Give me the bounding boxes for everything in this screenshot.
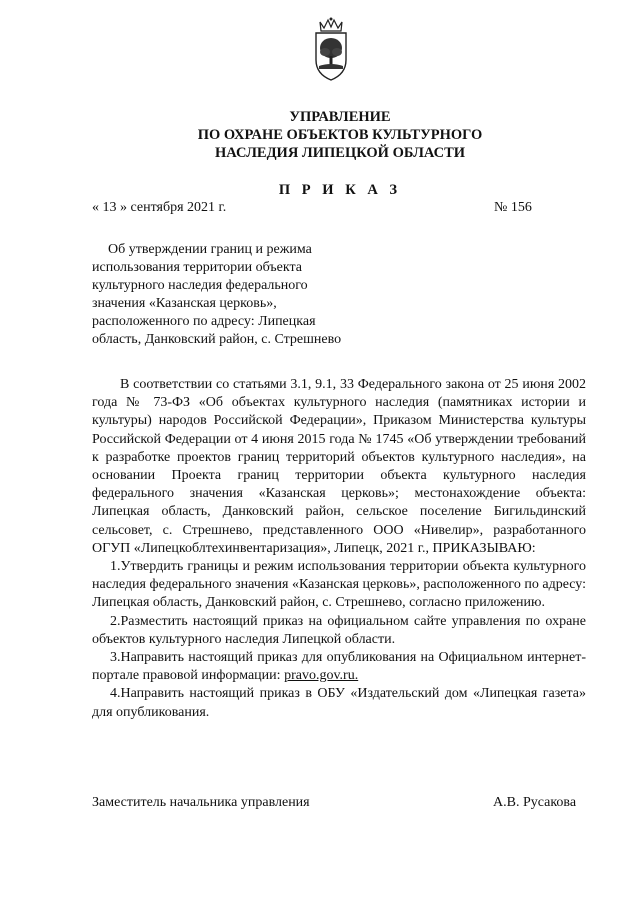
signatory-name: А.В. Русакова xyxy=(493,795,577,810)
order-item-4: 4.Направить настоящий приказ в ОБУ «Издательский дом «Липецкая газета» для опубликования. xyxy=(92,686,586,720)
subject-line-3: культурного наследия федерального xyxy=(92,278,308,293)
subject-line-4: значения «Казанская церковь», xyxy=(92,296,277,311)
subject-line-1: Об утверждении границ и режима xyxy=(108,242,312,257)
order-subject xyxy=(92,241,382,349)
org-line-2: ПО ОХРАНЕ ОБЪЕКТОВ КУЛЬТУРНОГО xyxy=(197,127,483,143)
subject-line-5: расположенного по адресу: Липецкая xyxy=(92,314,316,329)
order-number: № 156 xyxy=(494,200,532,215)
org-line-3: НАСЛЕДИЯ ЛИПЕЦКОЙ ОБЛАСТИ xyxy=(214,145,466,161)
body-intro-paragraph: В соответствии со статьями 3.1, 9.1, 33 Федерального закона от 25 июня 2002 года № 73-ФЗ «Об объектах культурного наследия (памятниках истории и культуры) народов Российской Федерации», Приказом Министерства культуры Российской Федерации от 4 июня 2015 года № 1745 «Об утверждении требований к разработке проектов границ территорий объектов культурного наследия», на основании Проекта границ территории объекта культурного наследия федерального значения «Казанская церковь»; местонахождение объекта: Липецкая область, Данковский район, сельское поселение Бигильдинский сельсовет, с. Стрешнево, представленного ООО «Нивелир», разработанного ОГУП «Липецкоблтехинвентаризация», Липецк, 2021 г., ПРИКАЗЫВАЮ: xyxy=(92,377,586,556)
subject-line-6: область, Данковский район, с. Стрешнево xyxy=(92,332,342,347)
subject-line-2: использования территории объекта xyxy=(92,260,302,275)
order-date: « 13 » сентября 2021 г. xyxy=(92,200,227,215)
org-line-1: УПРАВЛЕНИЕ xyxy=(289,109,391,125)
order-body xyxy=(92,376,586,722)
order-item-2: 2.Разместить настоящий приказ на официальном сайте управления по охране объектов культурного наследия Липецкой области. xyxy=(92,613,586,647)
organization-name xyxy=(90,108,590,162)
coat-of-arms-lipetsk-icon xyxy=(306,16,356,84)
order-title: П Р И К А З xyxy=(278,182,402,198)
signatory-role: Заместитель начальника управления xyxy=(92,795,310,810)
order-item-3 xyxy=(92,649,586,685)
order-item-1: 1.Утвердить границы и режим использования территории объекта культурного наследия федерального значения «Казанская церковь», расположенного по адресу: Липецкая область, Данковский район, с. Стрешнево, согласно приложению. xyxy=(92,559,586,611)
order-item-3-text: 3.Направить настоящий приказ для опубликования на Официальном интернет-портале правовой информации: xyxy=(92,650,586,684)
pravo-gov-link[interactable]: pravo.gov.ru. xyxy=(284,668,359,684)
